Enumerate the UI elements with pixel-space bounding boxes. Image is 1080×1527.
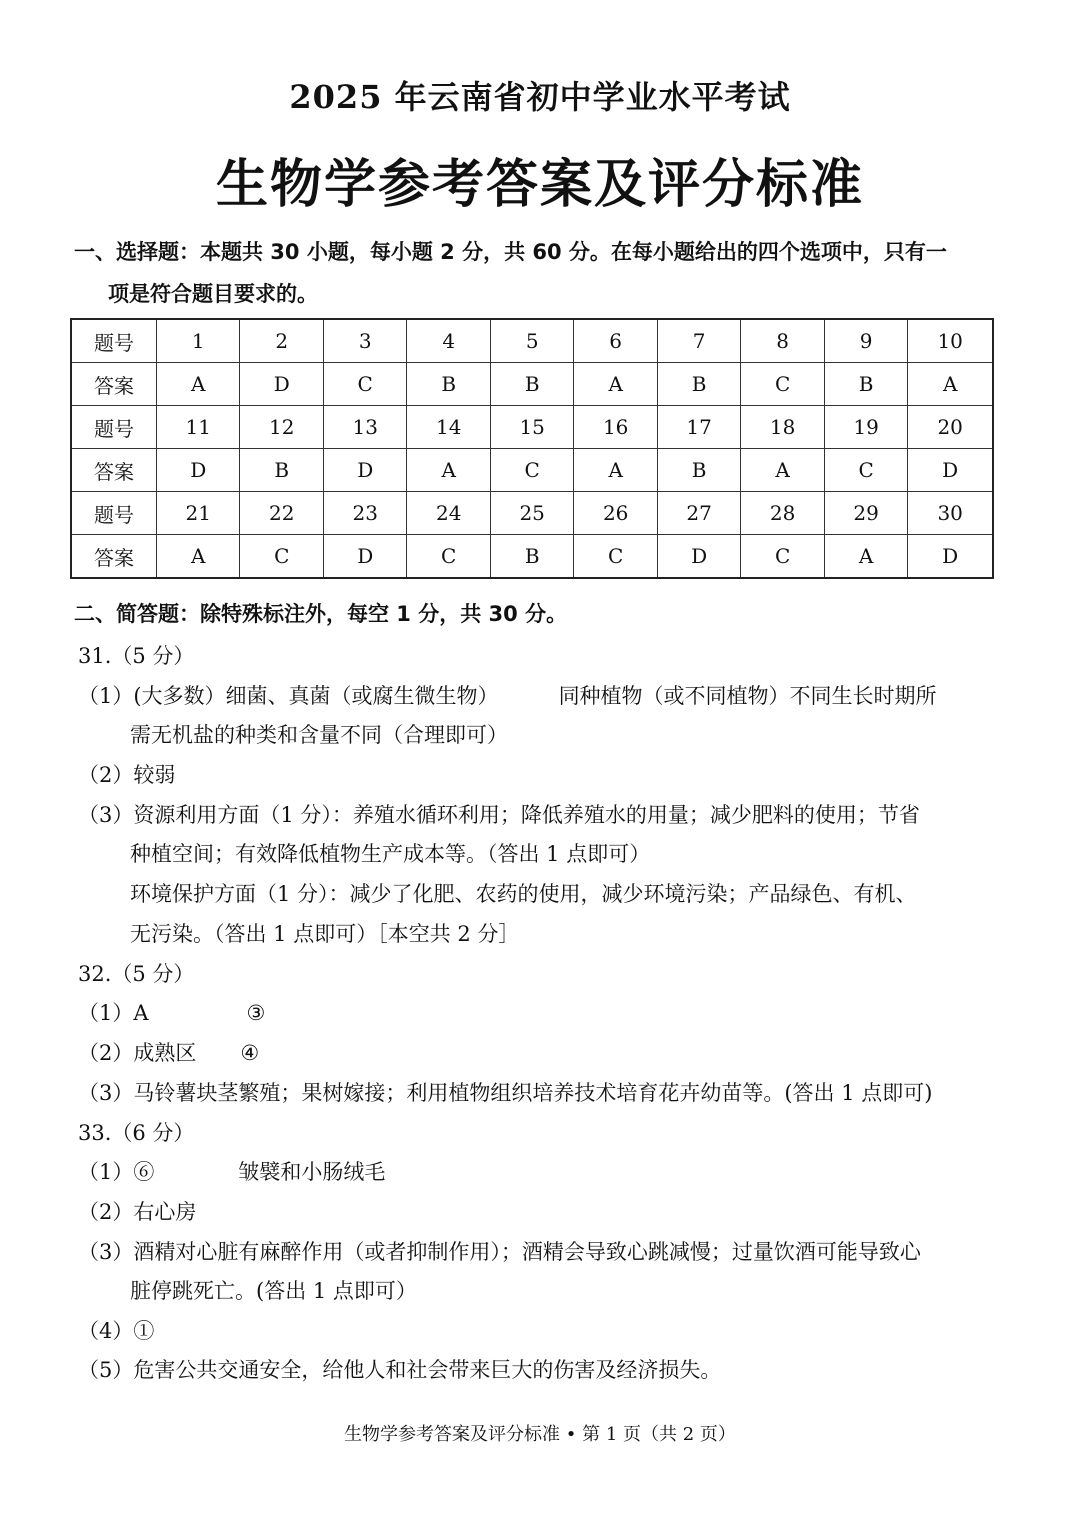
q32-answer-1b-text: ③ bbox=[246, 1001, 266, 1025]
answer-row bbox=[71, 449, 993, 492]
question-number-cell: 2 bbox=[240, 319, 323, 363]
question-number-cell: 25 bbox=[490, 492, 573, 535]
q33-answer-4: （4）① bbox=[78, 1319, 155, 1343]
q31-answer-3a: （3）资源利用方面（1 分）：养殖水循环利用；降低养殖水的用量；减少肥料的使用；节省 bbox=[78, 803, 920, 827]
question-number-cell: 30 bbox=[908, 492, 993, 535]
answer-cell: C bbox=[407, 535, 490, 579]
question-number-cell: 15 bbox=[490, 406, 573, 449]
document-title: 生物学参考答案及评分标准 bbox=[215, 154, 864, 215]
answer-cell: A bbox=[824, 535, 907, 579]
question-number-cell: 27 bbox=[657, 492, 740, 535]
q31-answer-1a-text: （1）(大多数）细菌、真菌（或腐生微生物） bbox=[78, 684, 499, 708]
page-footer: 生物学参考答案及评分标准 • 第 1 页（共 2 页） bbox=[344, 1424, 736, 1445]
q31-answer-3d: 无污染。（答出 1 点即可）［本空共 2 分］ bbox=[130, 922, 520, 946]
answer-cell: D bbox=[908, 449, 993, 492]
q32-answer-2a-text: （2）成熟区 bbox=[78, 1041, 197, 1065]
answer-cell: C bbox=[574, 535, 657, 579]
answer-cell: B bbox=[240, 449, 323, 492]
answer-cell: C bbox=[490, 449, 573, 492]
question-number-cell: 17 bbox=[657, 406, 740, 449]
question-number-cell: 8 bbox=[741, 319, 824, 363]
answer-cell: B bbox=[407, 363, 490, 406]
question-number-cell: 29 bbox=[824, 492, 907, 535]
q31-answer-2: （2）较弱 bbox=[78, 763, 176, 787]
answer-cell: D bbox=[240, 363, 323, 406]
answer-cell: A bbox=[741, 449, 824, 492]
answer-row bbox=[71, 363, 993, 406]
answer-cell: D bbox=[323, 535, 406, 579]
question-number-cell: 11 bbox=[157, 406, 240, 449]
row-header-question: 题号 bbox=[71, 406, 157, 449]
question-number-cell: 26 bbox=[574, 492, 657, 535]
row-header-answer: 答案 bbox=[71, 363, 157, 406]
row-header-answer: 答案 bbox=[71, 535, 157, 579]
row-header-question: 题号 bbox=[71, 492, 157, 535]
answer-cell: C bbox=[741, 363, 824, 406]
question-number-cell: 21 bbox=[157, 492, 240, 535]
q31-answer-3c: 环境保护方面（1 分）：减少了化肥、农药的使用，减少环境污染；产品绿色、有机、 bbox=[130, 882, 917, 906]
answer-cell: A bbox=[157, 535, 240, 579]
answer-cell: C bbox=[240, 535, 323, 579]
q33-answer-1a-text: （1）⑥ bbox=[78, 1160, 155, 1184]
answer-cell: A bbox=[908, 363, 993, 406]
answer-cell: A bbox=[407, 449, 490, 492]
question-number-cell: 5 bbox=[490, 319, 573, 363]
question-number-row bbox=[71, 406, 993, 449]
section1-instructions-line2: 项是符合题目要求的。 bbox=[108, 282, 318, 306]
q31-answer-1b-text: 同种植物（或不同植物）不同生长时期所 bbox=[558, 684, 937, 708]
question-number-cell: 28 bbox=[741, 492, 824, 535]
answer-cell: A bbox=[574, 363, 657, 406]
exam-title: 2025 年云南省初中学业水平考试 bbox=[289, 78, 791, 116]
q33-answer-5: （5）危害公共交通安全，给他人和社会带来巨大的伤害及经济损失。 bbox=[78, 1358, 722, 1382]
answer-cell: D bbox=[657, 535, 740, 579]
question-number-cell: 16 bbox=[574, 406, 657, 449]
answer-cell: D bbox=[908, 535, 993, 579]
answer-cell: C bbox=[824, 449, 907, 492]
q33-label: 33.（6 分） bbox=[78, 1121, 195, 1145]
question-number-cell: 4 bbox=[407, 319, 490, 363]
q31-answer-3b: 种植空间；有效降低植物生产成本等。（答出 1 点即可） bbox=[130, 842, 651, 866]
question-number-cell: 7 bbox=[657, 319, 740, 363]
answer-row bbox=[71, 535, 993, 579]
answer-table bbox=[70, 318, 994, 579]
answer-cell: B bbox=[824, 363, 907, 406]
q33-answer-1b-text: 皱襞和小肠绒毛 bbox=[238, 1160, 386, 1184]
question-number-cell: 18 bbox=[741, 406, 824, 449]
answer-cell: D bbox=[323, 449, 406, 492]
q32-answer-2 bbox=[78, 1037, 259, 1067]
q33-answer-1 bbox=[78, 1156, 385, 1186]
question-number-cell: 1 bbox=[157, 319, 240, 363]
question-number-cell: 24 bbox=[407, 492, 490, 535]
answer-cell: A bbox=[157, 363, 240, 406]
answer-cell: C bbox=[323, 363, 406, 406]
q32-answer-3: （3）马铃薯块茎繁殖；果树嫁接；利用植物组织培养技术培育花卉幼苗等。(答出 1 点即可) bbox=[78, 1081, 933, 1105]
row-header-answer: 答案 bbox=[71, 449, 157, 492]
question-number-cell: 14 bbox=[407, 406, 490, 449]
q33-answer-3a: （3）酒精对心脏有麻醉作用（或者抑制作用）；酒精会导致心跳减慢；过量饮酒可能导致心 bbox=[78, 1240, 921, 1264]
q32-answer-1a-text: （1）A bbox=[78, 1001, 149, 1025]
answer-cell: B bbox=[657, 363, 740, 406]
question-number-cell: 23 bbox=[323, 492, 406, 535]
q32-answer-1 bbox=[78, 997, 265, 1027]
q31-label: 31.（5 分） bbox=[78, 644, 195, 668]
question-number-cell: 10 bbox=[908, 319, 993, 363]
question-number-cell: 9 bbox=[824, 319, 907, 363]
question-number-cell: 6 bbox=[574, 319, 657, 363]
question-number-cell: 22 bbox=[240, 492, 323, 535]
section2-heading: 二、简答题：除特殊标注外，每空 1 分，共 30 分。 bbox=[74, 602, 568, 626]
q32-label: 32.（5 分） bbox=[78, 962, 195, 986]
question-number-cell: 20 bbox=[908, 406, 993, 449]
answer-cell: D bbox=[157, 449, 240, 492]
question-number-cell: 19 bbox=[824, 406, 907, 449]
question-number-cell: 13 bbox=[323, 406, 406, 449]
question-number-row bbox=[71, 492, 993, 535]
section1-instructions-line1: 一、选择题：本题共 30 小题，每小题 2 分，共 60 分。在每小题给出的四个选项中，只有一 bbox=[74, 240, 947, 264]
q32-answer-2b-text: ④ bbox=[240, 1041, 260, 1065]
answer-cell: B bbox=[490, 535, 573, 579]
answer-cell: B bbox=[490, 363, 573, 406]
q31-answer-1a bbox=[78, 680, 937, 710]
q33-answer-3b: 脏停跳死亡。(答出 1 点即可） bbox=[130, 1279, 417, 1303]
q31-answer-1c: 需无机盐的种类和含量不同（合理即可） bbox=[130, 723, 508, 747]
question-number-cell: 12 bbox=[240, 406, 323, 449]
question-number-cell: 3 bbox=[323, 319, 406, 363]
question-number-row bbox=[71, 319, 993, 363]
q33-answer-2: （2）右心房 bbox=[78, 1200, 197, 1224]
row-header-question: 题号 bbox=[71, 319, 157, 363]
answer-cell: C bbox=[741, 535, 824, 579]
answer-cell: B bbox=[657, 449, 740, 492]
answer-cell: A bbox=[574, 449, 657, 492]
